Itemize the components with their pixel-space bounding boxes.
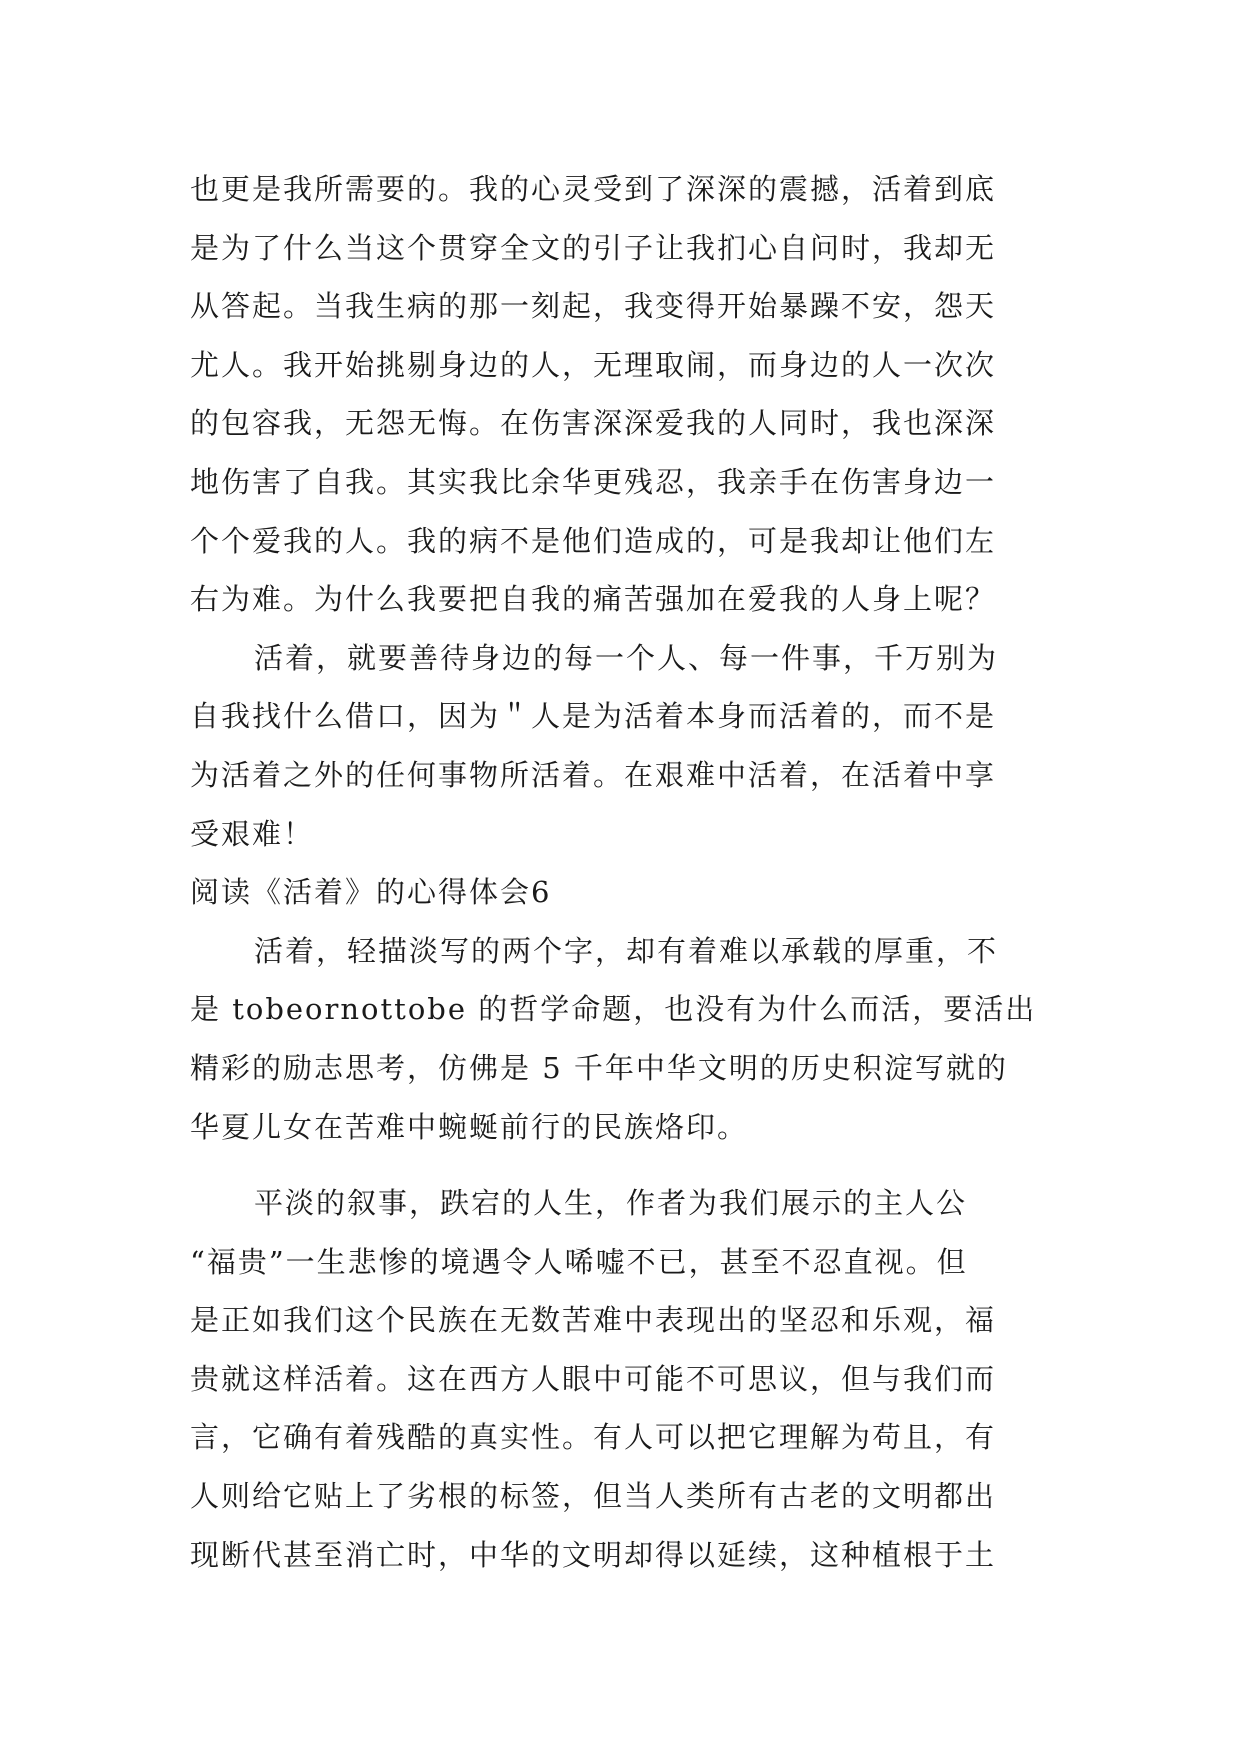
text-line: 是为了什么当这个贯穿全文的引子让我扪心自问时，我却无	[190, 230, 997, 265]
text-line: 平淡的叙事，跌宕的人生，作者为我们展示的主人公	[254, 1186, 968, 1221]
text-line: 现断代甚至消亡时，中华的文明却得以延续，这种植根于土	[190, 1537, 997, 1572]
document-body	[190, 160, 1060, 1584]
text-line: 活着，就要善待身边的每一个人、每一件事，千万别为	[254, 640, 999, 675]
text-line: 右为难。为什么我要把自我的痛苦强加在爱我的人身上呢？	[190, 582, 997, 617]
section-heading: 阅读《活着》的心得体会6	[190, 875, 552, 910]
text-line: 贵就这样活着。这在西方人眼中可能不可思议，但与我们而	[190, 1361, 997, 1396]
text-line: 自我找什么借口，因为＂人是为活着本身而活着的，而不是	[190, 699, 997, 734]
text-line: 是正如我们这个民族在无数苦难中表现出的坚忍和乐观，福	[190, 1303, 997, 1338]
text-line: 也更是我所需要的。我的心灵受到了深深的震撼，活着到底	[190, 172, 997, 206]
text-line: “福贵”一生悲惨的境遇令人唏嘘不已，甚至不忍直视。但	[190, 1244, 968, 1279]
text-line: 个个爱我的人。我的病不是他们造成的，可是我却让他们左	[190, 523, 997, 558]
paragraph-gap	[190, 1156, 1060, 1174]
text-line: 受艰难！	[190, 816, 315, 851]
text-line: 尤人。我开始挑剔身边的人，无理取闹，而身边的人一次次	[190, 347, 997, 382]
text-line: 活着，轻描淡写的两个字，却有着难以承载的厚重，不	[254, 933, 999, 968]
text-line: 从答起。当我生病的那一刻起，我变得开始暴躁不安，怨天	[190, 289, 997, 324]
text-line: 地伤害了自我。其实我比余华更残忍，我亲手在伤害身边一	[190, 464, 997, 499]
text-line: 的包容我，无怨无悔。在伤害深深爱我的人同时，我也深深	[190, 406, 997, 441]
text-line: 人则给它贴上了劣根的标签，但当人类所有古老的文明都出	[190, 1479, 997, 1514]
text-line: 言，它确有着残酷的真实性。有人可以把它理解为苟且，有	[190, 1420, 997, 1455]
text-line: 精彩的励志思考，仿佛是 5 千年中华文明的历史积淀写就的	[190, 1050, 1008, 1085]
text-line: 为活着之外的任何事物所活着。在艰难中活着，在活着中享	[190, 757, 997, 792]
text-line: 华夏儿女在苦难中蜿蜒前行的民族烙印。	[190, 1109, 749, 1144]
text-line: 是 tobeornottobe 的哲学命题，也没有为什么而活，要活出	[190, 992, 1037, 1027]
